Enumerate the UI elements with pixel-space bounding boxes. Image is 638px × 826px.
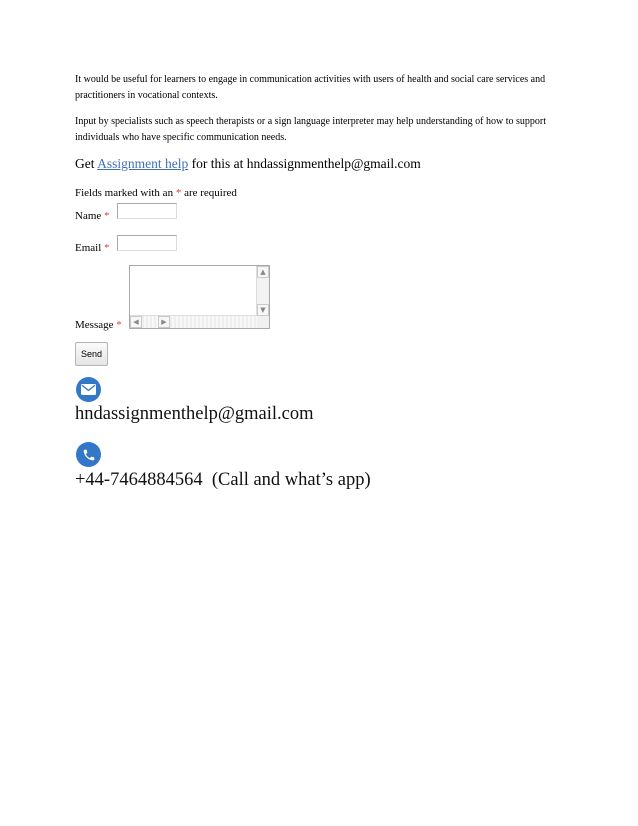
promo-prefix: Get [75, 156, 95, 171]
assignment-help-link[interactable]: Assignment help [97, 156, 189, 171]
scrollbar-corner [257, 316, 269, 328]
message-textarea[interactable] [129, 265, 270, 329]
fields-note-suffix: are required [184, 187, 237, 199]
name-input[interactable] [117, 203, 177, 219]
send-button[interactable]: Send [75, 342, 108, 366]
paragraph-communication-activities: It would be useful for learners to engage in communication activities with users of health and social care services and practitioners in vocational contexts. [75, 74, 546, 101]
email-input[interactable] [117, 235, 177, 251]
message-label [75, 318, 122, 332]
email-label-text: Email [75, 242, 102, 254]
envelope-icon [76, 377, 101, 402]
contact-email: hndassignmenthelp@gmail.com [75, 404, 314, 424]
scroll-right-icon[interactable]: ▶ [158, 316, 170, 328]
required-asterisk: * [175, 187, 182, 199]
scroll-up-icon[interactable]: ▲ [257, 266, 269, 278]
fields-note-prefix: Fields marked with an [75, 187, 174, 199]
name-required-asterisk: * [104, 210, 110, 222]
scroll-left-icon[interactable]: ◀ [130, 316, 142, 328]
promo-suffix: for this at hndassignmenthelp@gmail.com [191, 156, 421, 171]
name-label [75, 209, 110, 223]
message-label-text: Message [75, 319, 114, 331]
horizontal-scrollbar[interactable] [130, 315, 257, 328]
phone-icon [76, 442, 101, 467]
message-required-asterisk: * [116, 319, 122, 331]
name-label-text: Name [75, 210, 102, 222]
paragraph-specialist-input: Input by specialists such as speech therapists or a sign language interpreter may help understanding of how to support individuals who have specific communication needs. [75, 116, 546, 143]
scroll-down-icon[interactable]: ▼ [257, 304, 269, 316]
email-required-asterisk: * [104, 242, 110, 254]
assignment-help-line [75, 155, 421, 173]
required-fields-note [75, 186, 237, 200]
contact-phone-note: (Call and what’s app) [211, 470, 371, 490]
email-label [75, 241, 110, 255]
contact-phone-line [75, 469, 371, 491]
contact-phone: +44-7464884564 [75, 470, 203, 490]
